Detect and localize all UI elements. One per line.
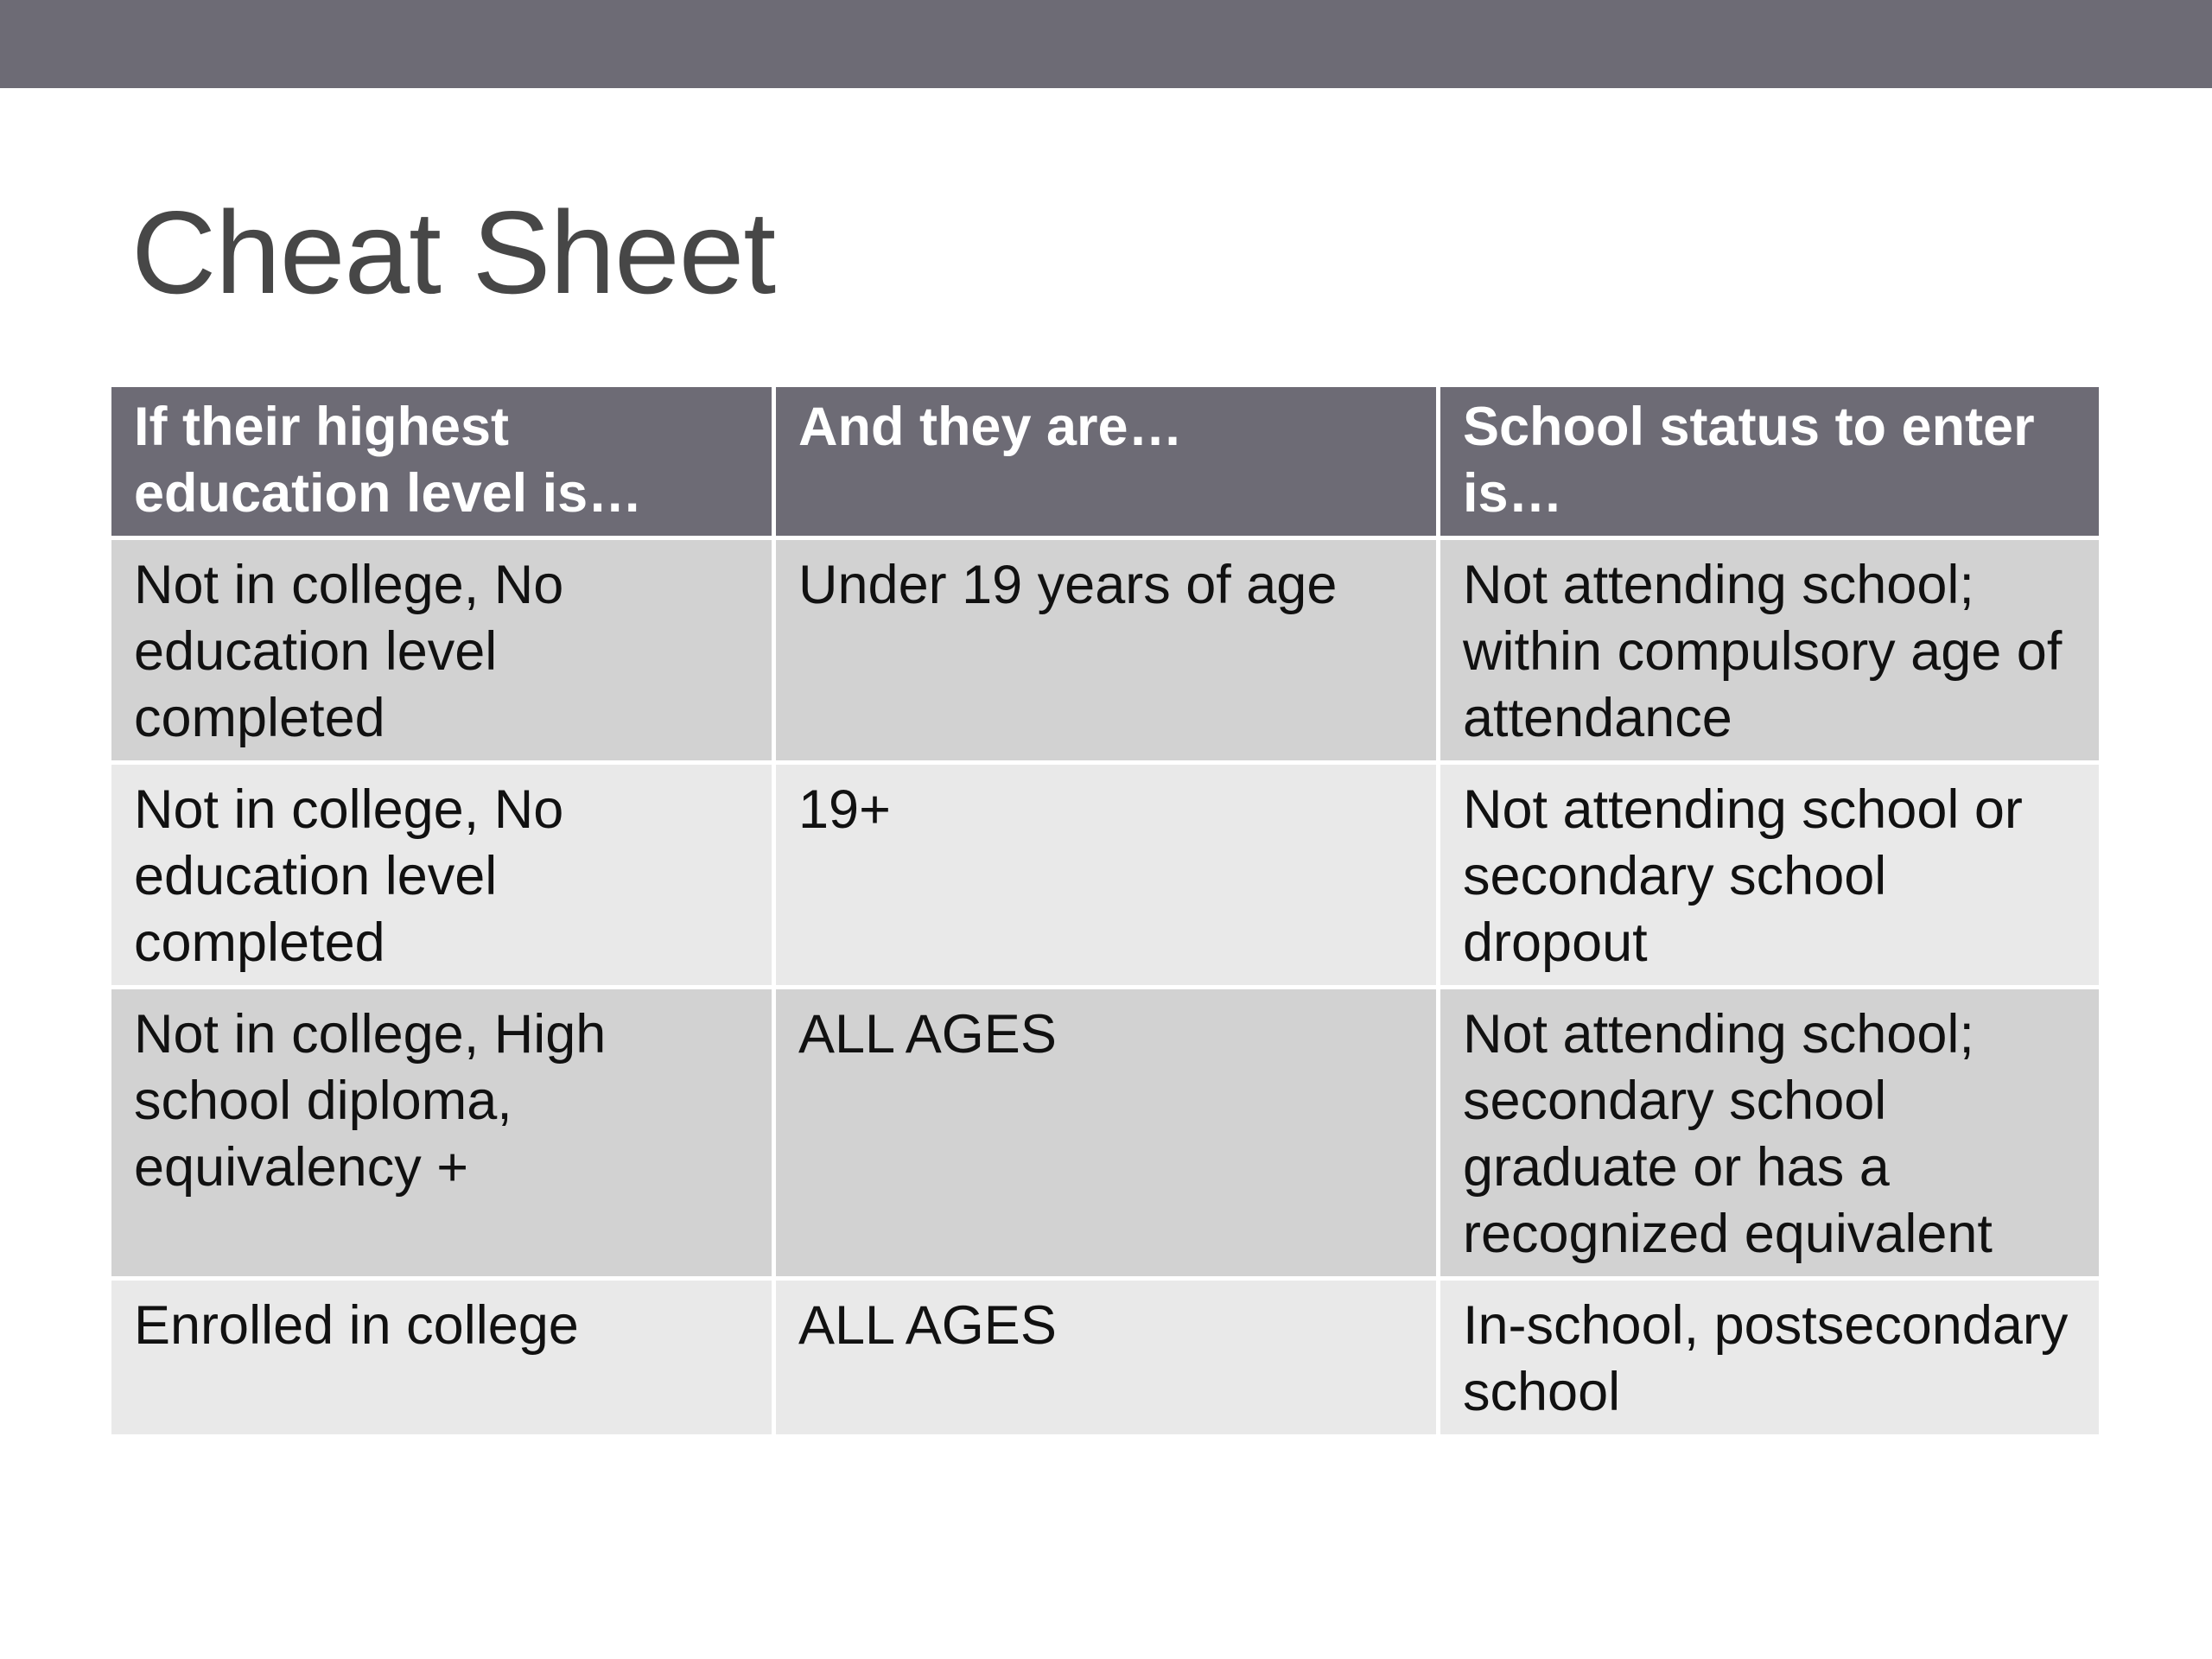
cell-education-level: Not in college, No education level completed — [111, 540, 772, 760]
header-age: And they are… — [776, 387, 1436, 536]
cell-school-status: In-school, postsecondary school — [1440, 1281, 2099, 1434]
table-row — [111, 540, 2099, 760]
cell-education-level: Not in college, No education level completed — [111, 765, 772, 985]
cell-education-level: Not in college, High school diploma, equivalency + — [111, 989, 772, 1276]
cell-education-level: Enrolled in college — [111, 1281, 772, 1434]
table-row — [111, 1281, 2099, 1434]
cell-age: ALL AGES — [776, 1281, 1436, 1434]
table-row — [111, 989, 2099, 1276]
header-education-level: If their highest education level is… — [111, 387, 772, 536]
cell-age: ALL AGES — [776, 989, 1436, 1276]
table-row — [111, 765, 2099, 985]
cell-school-status: Not attending school; secondary school graduate or has a recognized equivalent — [1440, 989, 2099, 1276]
cell-school-status: Not attending school; within compulsory age of attendance — [1440, 540, 2099, 760]
cell-school-status: Not attending school or secondary school dropout — [1440, 765, 2099, 985]
cell-age: Under 19 years of age — [776, 540, 1436, 760]
cell-age: 19+ — [776, 765, 1436, 985]
table-header-row — [111, 387, 2099, 536]
header-school-status: School status to enter is… — [1440, 387, 2099, 536]
cheat-sheet-table — [107, 383, 2103, 1439]
slide-title: Cheat Sheet — [131, 187, 776, 318]
top-banner — [0, 0, 2212, 88]
